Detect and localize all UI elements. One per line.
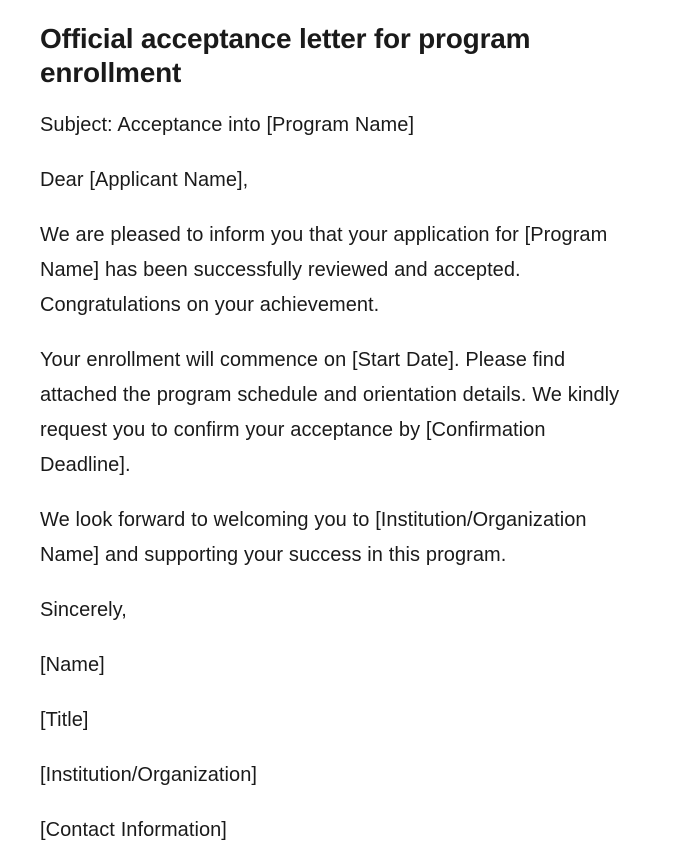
subject-line: Subject: Acceptance into [Program Name] — [40, 114, 415, 136]
letter-body — [40, 108, 637, 848]
signature-contact: [Contact Information] — [40, 819, 227, 841]
signature-title: [Title] — [40, 709, 89, 731]
body-paragraph-3: We look forward to welcoming you to [Institution/Organization Name] and supporting your success in this program. — [40, 509, 587, 566]
salutation-line: Dear [Applicant Name], — [40, 169, 249, 191]
body-paragraph-2: Your enrollment will commence on [Start Date]. Please find attached the program schedule and orientation details. We kindly request you to confirm your acceptance by [Confirmation Deadline]. — [40, 349, 620, 476]
body-paragraph-1: We are pleased to inform you that your application for [Program Name] has been successfully reviewed and accepted. Congratulations on your achievement. — [40, 224, 608, 316]
closing-line: Sincerely, — [40, 599, 127, 621]
signature-organization: [Institution/Organization] — [40, 764, 257, 786]
signature-name: [Name] — [40, 654, 105, 676]
page-title: Official acceptance letter for program enrollment — [40, 23, 531, 88]
